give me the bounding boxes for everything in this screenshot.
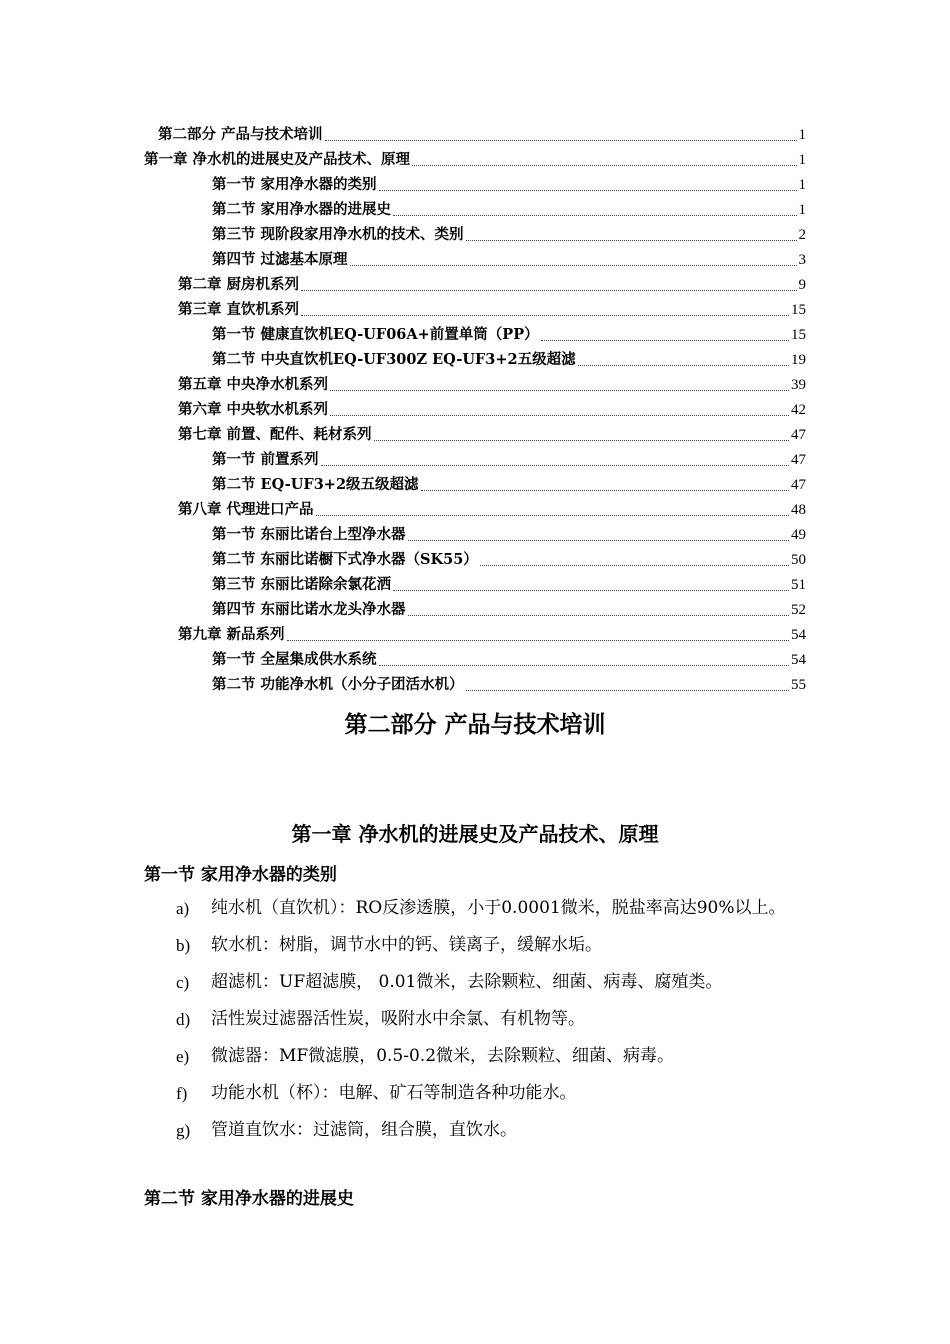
toc-page-number: 15 [791,302,806,318]
list-marker: a) [176,899,190,918]
list-item-text: 软水机：树脂，调节水中的钙、镁离子，缓解水垢。 [211,935,602,955]
toc-entry[interactable] [212,324,806,346]
toc-entry[interactable] [178,624,806,646]
toc-leader-dots [316,514,789,516]
list-item [176,1044,816,1069]
toc-entry-title: 第八章 代理进口产品 [178,501,314,518]
toc-page-number: 9 [798,277,806,293]
list-item [176,1007,816,1032]
toc-entry-title: 第七章 前置、配件、耗材系列 [178,426,372,443]
toc-entry[interactable] [212,549,806,571]
toc-page-number: 1 [798,177,806,193]
list-item [176,896,816,921]
toc-entry[interactable] [178,499,806,521]
toc-entry[interactable] [178,399,806,421]
toc-leader-dots [578,364,789,366]
section-title: 第二节 家用净水器的进展史 [144,1189,354,1209]
list-item-text: 超滤机：UF超滤膜， 0.01微米，去除颗粒、细菌、病毒、腐殖类。 [211,972,723,992]
list-item [176,1118,816,1143]
toc-entry-title: 第一节 家用净水器的类别 [212,176,377,193]
list-marker: c) [176,973,190,992]
toc-page-number: 50 [791,552,806,568]
toc-leader-dots [321,464,789,466]
toc-entry[interactable] [212,574,806,596]
toc-leader-dots [325,139,797,141]
toc-leader-dots [393,589,789,591]
toc-entry-title: 第一节 健康直饮机EQ-UF06A+前置单筒（PP） [212,326,539,343]
list-item-text: 功能水机（杯）：电解、矿石等制造各种功能水。 [211,1083,577,1103]
toc-page-number: 1 [798,152,806,168]
toc-page-number: 48 [791,502,806,518]
list-item [176,1081,816,1106]
toc-entry-title: 第二部分 产品与技术培训 [158,126,323,143]
toc-page-number: 54 [791,627,806,643]
list-marker: f) [176,1084,188,1103]
toc-entry-title: 第一章 净水机的进展史及产品技术、原理 [144,151,411,168]
toc-entry-title: 第四节 过滤基本原理 [212,251,348,268]
toc-page-number: 54 [791,652,806,668]
toc-page-number: 51 [791,577,806,593]
toc-leader-dots [466,239,797,241]
toc-entry-title: 第一节 前置系列 [212,451,319,468]
toc-entry-title: 第三章 直饮机系列 [178,301,300,318]
toc-page-number: 49 [791,527,806,543]
toc-entry-title: 第二节 家用净水器的进展史 [212,201,392,218]
toc-entry-title: 第四节 东丽比诺水龙头净水器 [212,601,406,618]
toc-entry-title: 第一节 东丽比诺台上型净水器 [212,526,406,543]
toc-entry-title: 第五章 中央净水机系列 [178,376,329,393]
toc-leader-dots [301,289,796,291]
list-item [176,933,816,958]
toc-entry[interactable] [178,299,806,321]
list-item-text: 纯水机（直饮机）：RO反渗透膜，小于0.0001微米，脱盐率高达90%以上。 [211,898,786,918]
toc-entry[interactable] [212,474,806,496]
toc-page-number: 3 [798,252,806,268]
toc-leader-dots [412,164,796,166]
toc-page-number: 19 [791,352,806,368]
toc-leader-dots [408,539,789,541]
part-title: 第二部分 产品与技术培训 [344,711,606,738]
toc-page-number: 47 [791,427,806,443]
toc-entry-title: 第二节 中央直饮机EQ-UF300Z EQ-UF3+2五级超滤 [212,351,576,368]
toc-entry-title: 第六章 中央软水机系列 [178,401,329,418]
toc-entry[interactable] [212,449,806,471]
toc-page-number: 47 [791,452,806,468]
toc-entry-title: 第三节 现阶段家用净水机的技术、类别 [212,226,464,243]
toc-leader-dots [330,389,789,391]
list-item-text: 微滤器：MF微滤膜，0.5-0.2微米，去除颗粒、细菌、病毒。 [211,1046,675,1066]
list-marker: d) [176,1010,191,1029]
toc-leader-dots [379,664,789,666]
list-item [176,970,816,995]
toc-entry[interactable] [144,149,806,171]
toc-leader-dots [374,439,789,441]
toc-entry-title: 第二节 EQ-UF3+2级五级超滤 [212,476,419,493]
toc-leader-dots [393,214,796,216]
toc-page-number: 52 [791,602,806,618]
toc-page-number: 15 [791,327,806,343]
toc-leader-dots [330,414,789,416]
toc-entry-title: 第二节 功能净水机（小分子团活水机） [212,676,464,693]
list-item-text: 活性炭过滤器活性炭，吸附水中余氯、有机物等。 [211,1009,585,1029]
toc-leader-dots [408,614,789,616]
list-marker: b) [176,936,191,955]
toc-entry[interactable] [212,349,806,371]
toc-entry[interactable] [212,174,806,196]
toc-entry[interactable] [212,649,806,671]
toc-leader-dots [350,264,797,266]
toc-leader-dots [301,314,789,316]
toc-page-number: 42 [791,402,806,418]
section-title: 第一节 家用净水器的类别 [144,865,337,885]
toc-entry[interactable] [212,674,806,696]
toc-entry[interactable] [212,224,806,246]
list-marker: g) [176,1121,191,1140]
toc-page-number: 47 [791,477,806,493]
toc-entry-title: 第一节 全屋集成供水系统 [212,651,377,668]
toc-entry-title: 第九章 新品系列 [178,626,285,643]
toc-entry[interactable] [212,524,806,546]
toc-entry[interactable] [212,599,806,621]
toc-entry[interactable] [178,274,806,296]
toc-leader-dots [421,489,789,491]
toc-leader-dots [480,564,789,566]
list-marker: e) [176,1047,190,1066]
toc-leader-dots [541,339,789,341]
toc-entry[interactable] [158,124,806,146]
toc-entry-title: 第三节 东丽比诺除余氯花洒 [212,576,392,593]
toc-entry[interactable] [212,199,806,221]
toc-entry[interactable] [178,424,806,446]
category-list [176,896,816,1155]
list-item-text: 管道直饮水：过滤筒，组合膜，直饮水。 [211,1120,517,1140]
toc-page-number: 1 [798,127,806,143]
toc-entry[interactable] [178,374,806,396]
toc-page-number: 55 [791,677,806,693]
toc-leader-dots [466,689,789,691]
toc-page-number: 2 [798,227,806,243]
toc-entry-title: 第二节 东丽比诺橱下式净水器（SK55） [212,551,478,568]
toc-entry-title: 第二章 厨房机系列 [178,276,300,293]
toc-leader-dots [287,639,789,641]
toc-leader-dots [379,189,797,191]
toc-page-number: 1 [798,202,806,218]
chapter-title: 第一章 净水机的进展史及产品技术、原理 [291,822,659,846]
toc-entry[interactable] [212,249,806,271]
toc-page-number: 39 [791,377,806,393]
